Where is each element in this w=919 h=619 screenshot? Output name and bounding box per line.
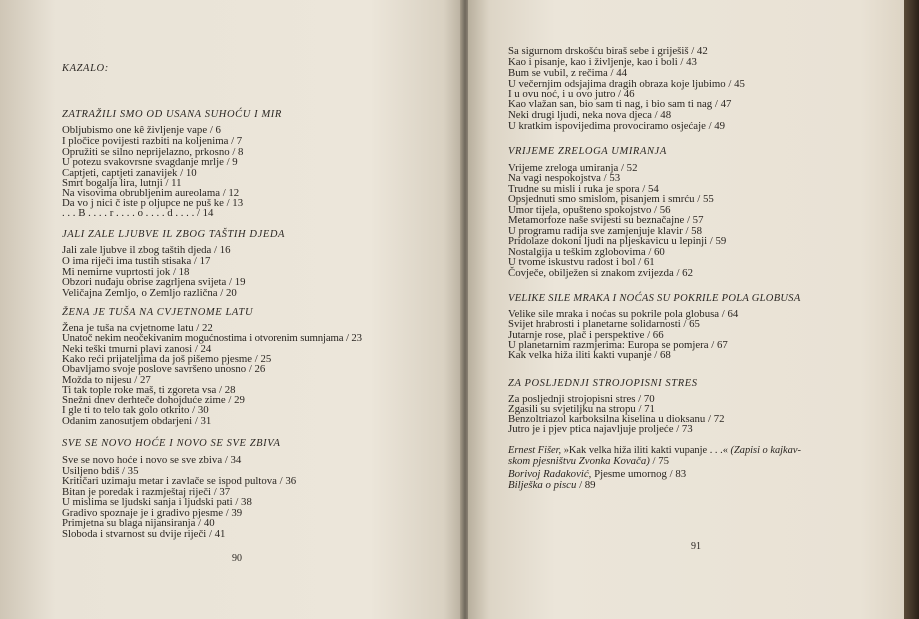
toc-entry: O ima riječi ima tustih stisaka / 17 [62,255,211,267]
page-number: 91 [691,541,701,552]
toc-entry: Žena je tuša na cvjetnome latu / 22 [62,322,213,334]
toc-entry: Svijet hrabrosti i planetarne solidarnosti / 65 [508,318,700,330]
appendix-subtitle: (Zapisi o kajkav- [730,445,801,456]
toc-entry: U planetarnim razmjerima: Europa se pomjera / 67 [508,339,728,351]
toc-entry: Zgasili su svjetiljku na stropu / 71 [508,403,655,415]
appendix-page: / 89 [579,479,596,491]
appendix-author: Borivoj Radaković, [508,468,592,480]
toc-entry: Gradivo spoznaje je i gradivo pjesme / 39 [62,507,243,519]
toc-entry: Trudne su misli i ruka je spora / 54 [508,183,659,195]
toc-entry: Captjeti, captjeti zanavijek / 10 [62,167,197,179]
toc-entry: Neki drugi ljudi, neka nova djeca / 48 [508,109,672,121]
section-title: ZATRAŽILI SMO OD USANA SUHOĆU I MIR [62,109,282,120]
toc-entry: U tvome iskustvu radost i bol / 61 [508,256,655,268]
toc-entry: Kako reći prijateljima da još pišemo pjesme / 25 [62,353,272,365]
page-number: 90 [232,553,242,564]
toc-entry: Obljubismo one kê življenje vape / 6 [62,124,221,136]
toc-entry: U potezu svakovrsne svagdanje mrlje / 9 [62,156,238,168]
appendix-title: Pjesme umornog / 83 [594,468,687,480]
appendix-biljeska [508,480,596,491]
section-title: SVE SE NOVO HOĆE I NOVO SE SVE ZBIVA [62,438,281,449]
toc-entry: Obavljamo svoje poslove savršeno unosno / 26 [62,363,266,375]
section-title: VRIJEME ZRELOGA UMIRANJA [508,146,667,157]
toc-entry: Čovječe, obilježen si znakom zvijezda / 62 [508,267,693,279]
toc-entry: Bitan je poredak i razmještaj riječi / 37 [62,486,231,498]
appendix-title: Bilješka o piscu [508,479,577,491]
toc-entry: Ti tak tople roke maš, ti zgoreta vsa / 28 [62,384,236,396]
toc-entry: Neki teški tmurni plavi zanosi / 24 [62,343,212,355]
toc-entry: Sa sigurnom drskošću biraš sebe i griješiš / 42 [508,45,708,57]
appendix-author: Ernest Fišer, [508,445,562,456]
toc-entry: Primjetna su blaga nijansiranja / 40 [62,517,215,529]
toc-entry: Jutarnje rose, plač i perspektive / 66 [508,329,664,341]
toc-entry: Jutro je i pjev ptica najavljuje proljeće / 73 [508,423,693,435]
toc-entry: I gle ti to telo tak golo otkrito / 30 [62,404,209,416]
toc-entry: Usiljeno bdiš / 35 [62,465,139,477]
toc-entry: Smrt bogalja lira, lutnji / 11 [62,177,182,189]
appendix-quote: »Kak velka hiža iliti kakti vupanje . . .« [563,445,728,456]
toc-entry: Benzoltriazol karboksilna kiselina u dioksanu / 72 [508,413,725,425]
toc-entry: Opsjednuti smo smislom, pisanjem i smrću / 55 [508,193,714,205]
right-page [468,0,904,619]
toc-entry: U kratkim ispovijedima provociramo osjećaje / 49 [508,120,726,132]
toc-entry: Sloboda i stvarnost su dvije riječi / 41 [62,528,226,540]
toc-entry: Na visovima obrubljenim aureolama / 12 [62,187,240,199]
contents-heading: KAZALO: [62,63,109,74]
appendix-page: / 75 [652,455,670,467]
toc-entry: Nostalgija u teškim zglobovima / 60 [508,246,665,258]
toc-entry: . . . B . . . . r . . . . o . . . . d . . . . / 14 [62,207,214,219]
toc-entry: Opružiti se silno neprijelazno, prkosno / 8 [62,146,244,158]
toc-entry: Metamorfoze naše svijesti su beznačajne / 57 [508,214,704,226]
toc-entry: Snežni dnev derhteče dohojduće zime / 29 [62,394,245,406]
toc-entry: I u ovu noć, i u ovo jutro / 46 [508,88,635,100]
section-title: VELIKE SILE MRAKA I NOĆAS SU POKRILE POLA GLOBUSA [508,293,801,304]
section-title: ŽENA JE TUŠA NA CVJETNOME LATU [62,307,254,318]
toc-entry: U programu radija sve zamjenjuje klavir / 58 [508,225,702,237]
toc-entry: Možda to nijesu / 27 [62,374,151,386]
appendix-fiser-line2 [508,456,669,467]
toc-entry: Za posljednji strojopisni stres / 70 [508,393,655,405]
section-title: ZA POSLJEDNJI STROJOPISNI STRES [508,378,698,389]
toc-entry: Sve se novo hoće i novo se sve zbiva / 34 [62,454,242,466]
toc-entry: Unatoč nekim neočekivanim mogućnostima i otvorenim sumnjama / 23 [62,332,362,344]
toc-entry: U večernjim odsjajima dragih obraza koje ljubimo / 45 [508,78,745,90]
toc-entry: Na vagi nespokojstva / 53 [508,172,621,184]
toc-entry: Pridolaze dokoni ljudi na pljeskavicu u lepinji / 59 [508,235,727,247]
toc-entry: I pločice povijesti razbiti na koljenima / 7 [62,135,243,147]
toc-entry: Vrijeme zreloga umiranja / 52 [508,162,638,174]
appendix-subtitle: skom pjesništvu Zvonka Kovača) [508,455,650,467]
book-edge [904,0,919,619]
section-title: JALI ZALE LJUBVE IL ZBOG TAŠTIH DJEDA [62,229,286,240]
toc-entry: U mislima se ljudski sanja i ljudski pati / 38 [62,496,252,508]
toc-entry: Obzori nuđaju obrise zagrljena svijeta / 19 [62,276,246,288]
toc-entry: Kritičari uzimaju metar i zavlače se ispod pultova / 36 [62,475,297,487]
toc-entry: Bum se vubil, z rečima / 44 [508,67,628,79]
toc-entry: Odanim zanosutjem obdarjeni / 31 [62,415,212,427]
toc-entry: Kao vlažan san, bio sam ti nag, i bio sam ti nag / 47 [508,98,732,110]
toc-entry: Velike sile mraka i noćas su pokrile pola globusa / 64 [508,308,739,320]
toc-entry: Da vo j nici č iste p oljupce ne puš ke / 13 [62,197,244,209]
toc-entry: Umor tijela, opušteno spokojstvo / 56 [508,204,671,216]
toc-entry: Veličajna Zemljo, o Zemljo različna / 20 [62,287,237,299]
toc-entry: Jali zale ljubve il zbog taštih djeda / 16 [62,244,231,256]
toc-entry: Mi nemirne vuprtosti jok / 18 [62,266,190,278]
toc-entry: Kao i pisanje, kao i življenje, kao i boli / 43 [508,56,697,68]
toc-entry: Kak velka hiža iliti kakti vupanje / 68 [508,349,671,361]
